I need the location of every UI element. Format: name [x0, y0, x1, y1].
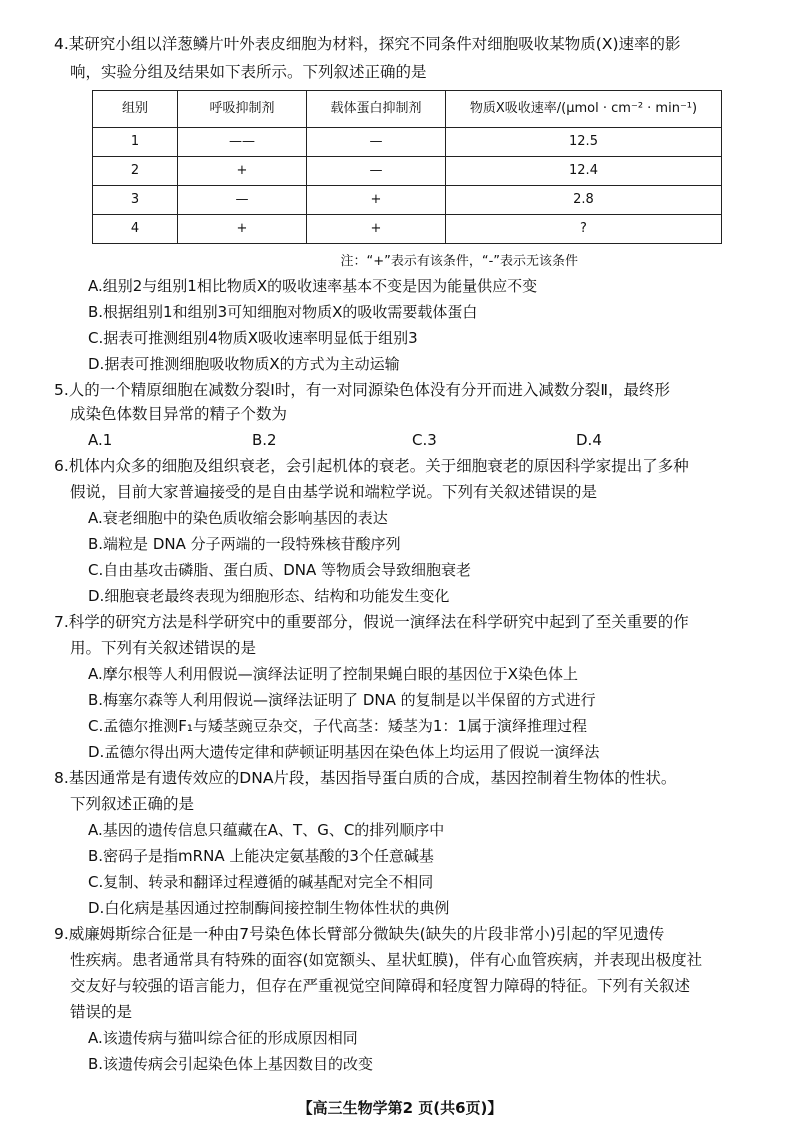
table-row: [93, 157, 722, 186]
question-4-stem-line-2: 响，实验分组及结果如下表所示。下列叙述正确的是: [70, 63, 427, 81]
page-footer: 【高三生物学第2 页(共6页)】: [297, 1099, 503, 1117]
question-6-stem-line-1: 6.机体内众多的细胞及组织衰老，会引起机体的衰老。关于细胞衰老的原因科学家提出了多种: [54, 457, 689, 475]
question-4-option-a: A.组别2与组别1相比物质X的吸收速率基本不变是因为能量供应不变: [88, 277, 538, 295]
question-4-option-b: B.根据组别1和组别3可知细胞对物质X的吸收需要载体蛋白: [88, 303, 478, 321]
question-6-option-b: B.端粒是 DNA 分子两端的一段特殊核苷酸序列: [88, 535, 401, 553]
question-9-option-b: B.该遗传病会引起染色体上基因数目的改变: [88, 1055, 374, 1073]
table-cell: —: [307, 157, 446, 186]
question-7-option-c: C.孟德尔推测F₁与矮茎豌豆杂交，子代高茎：矮茎为1：1属于演绎推理过程: [88, 717, 587, 735]
question-8-stem-line-2: 下列叙述正确的是: [70, 795, 195, 813]
question-6-option-a: A.衰老细胞中的染色质收缩会影响基因的表达: [88, 509, 388, 527]
table-cell: ——: [178, 128, 307, 157]
table-cell: +: [307, 186, 446, 215]
table-cell: 3: [93, 186, 178, 215]
question-8-option-a: A.基因的遗传信息只蕴藏在A、T、G、C的排列顺序中: [88, 821, 445, 839]
question-8-option-c: C.复制、转录和翻译过程遵循的碱基配对完全不相同: [88, 873, 434, 891]
question-8-stem-line-1: 8.基因通常是有遗传效应的DNA片段，基因指导蛋白质的合成，基因控制着生物体的性状。: [54, 769, 677, 787]
table-header-cell: 载体蛋白抑制剂: [307, 91, 446, 128]
question-9-stem-line-4: 错误的是: [70, 1003, 133, 1021]
question-8-option-b: B.密码子是指mRNA 上能决定氨基酸的3个任意碱基: [88, 847, 434, 865]
question-7-option-a: A.摩尔根等人利用假说—演绎法证明了控制果蝇白眼的基因位于X染色体上: [88, 665, 579, 683]
question-5-stem-line-1: 5.人的一个精原细胞在减数分裂Ⅰ时，有一对同源染色体没有分开而进入减数分裂Ⅱ，最终形: [54, 381, 670, 399]
table-note-wrap: [0, 250, 800, 271]
table-cell: 2.8: [446, 186, 722, 215]
question-5-choice-c: C.3: [412, 431, 437, 449]
question-4-stem-line-1: 4.某研究小组以洋葱鳞片叶外表皮细胞为材料，探究不同条件对细胞吸收某物质(X)速率的影: [54, 35, 681, 53]
question-7-option-b: B.梅塞尔森等人利用假说—演绎法证明了 DNA 的复制是以半保留的方式进行: [88, 691, 596, 709]
table-row: [93, 186, 722, 215]
table-cell: +: [307, 215, 446, 244]
question-9-option-a: A.该遗传病与猫叫综合征的形成原因相同: [88, 1029, 358, 1047]
question-4-option-d: D.据表可推测细胞吸收物质X的方式为主动运输: [88, 355, 400, 373]
question-5-choice-d: D.4: [576, 431, 602, 449]
table-cell: 12.4: [446, 157, 722, 186]
table-header-cell: 组别: [93, 91, 178, 128]
table-header-row: [93, 91, 722, 128]
table-cell: —: [178, 186, 307, 215]
table-row: [93, 128, 722, 157]
table-cell: ?: [446, 215, 722, 244]
question-7-stem-line-2: 用。下列有关叙述错误的是: [70, 639, 257, 657]
table-header-cell: 呼吸抑制剂: [178, 91, 307, 128]
table-cell: 4: [93, 215, 178, 244]
question-5-choices: [88, 430, 728, 450]
question-5-choice-a: A.1: [88, 431, 113, 449]
table-cell: 2: [93, 157, 178, 186]
question-5-choice-b: B.2: [252, 431, 277, 449]
table-cell: —: [307, 128, 446, 157]
question-6-stem-line-2: 假说，目前大家普遍接受的是自由基学说和端粒学说。下列有关叙述错误的是: [70, 483, 598, 501]
question-5-stem-line-2: 成染色体数目异常的精子个数为: [70, 405, 288, 423]
question-9-stem-line-3: 交友好与较强的语言能力，但存在严重视觉空间障碍和轻度智力障碍的特征。下列有关叙述: [70, 977, 691, 995]
question-7-stem-line-1: 7.科学的研究方法是科学研究中的重要部分，假说一演绎法在科学研究中起到了至关重要的作: [54, 613, 689, 631]
table-cell: +: [178, 215, 307, 244]
experiment-table: [92, 90, 722, 244]
question-7-option-d: D.孟德尔得出两大遗传定律和萨顿证明基因在染色体上均运用了假说一演绎法: [88, 743, 600, 761]
question-9-stem-line-1: 9.威廉姆斯综合征是一种由7号染色体长臂部分微缺失(缺失的片段非常小)引起的罕见遗传: [54, 925, 665, 943]
table-cell: +: [178, 157, 307, 186]
question-4-option-c: C.据表可推测组别4物质X吸收速率明显低于组别3: [88, 329, 418, 347]
question-6-option-c: C.自由基攻击磷脂、蛋白质、DNA 等物质会导致细胞衰老: [88, 561, 472, 579]
question-8-option-d: D.白化病是基因通过控制酶间接控制生物体性状的典例: [88, 899, 450, 917]
table-cell: 12.5: [446, 128, 722, 157]
table-note: 注：“+”表示有该条件，“-”表示无该条件: [340, 254, 578, 269]
question-9-stem-line-2: 性疾病。患者通常具有特殊的面容(如宽额头、星状虹膜)，伴有心血管疾病，并表现出极度社: [70, 951, 703, 969]
table-header-cell: 物质X吸收速率/(μmol · cm⁻² · min⁻¹): [446, 91, 722, 128]
question-6-option-d: D.细胞衰老最终表现为细胞形态、结构和功能发生变化: [88, 587, 450, 605]
table-row: [93, 215, 722, 244]
table-cell: 1: [93, 128, 178, 157]
